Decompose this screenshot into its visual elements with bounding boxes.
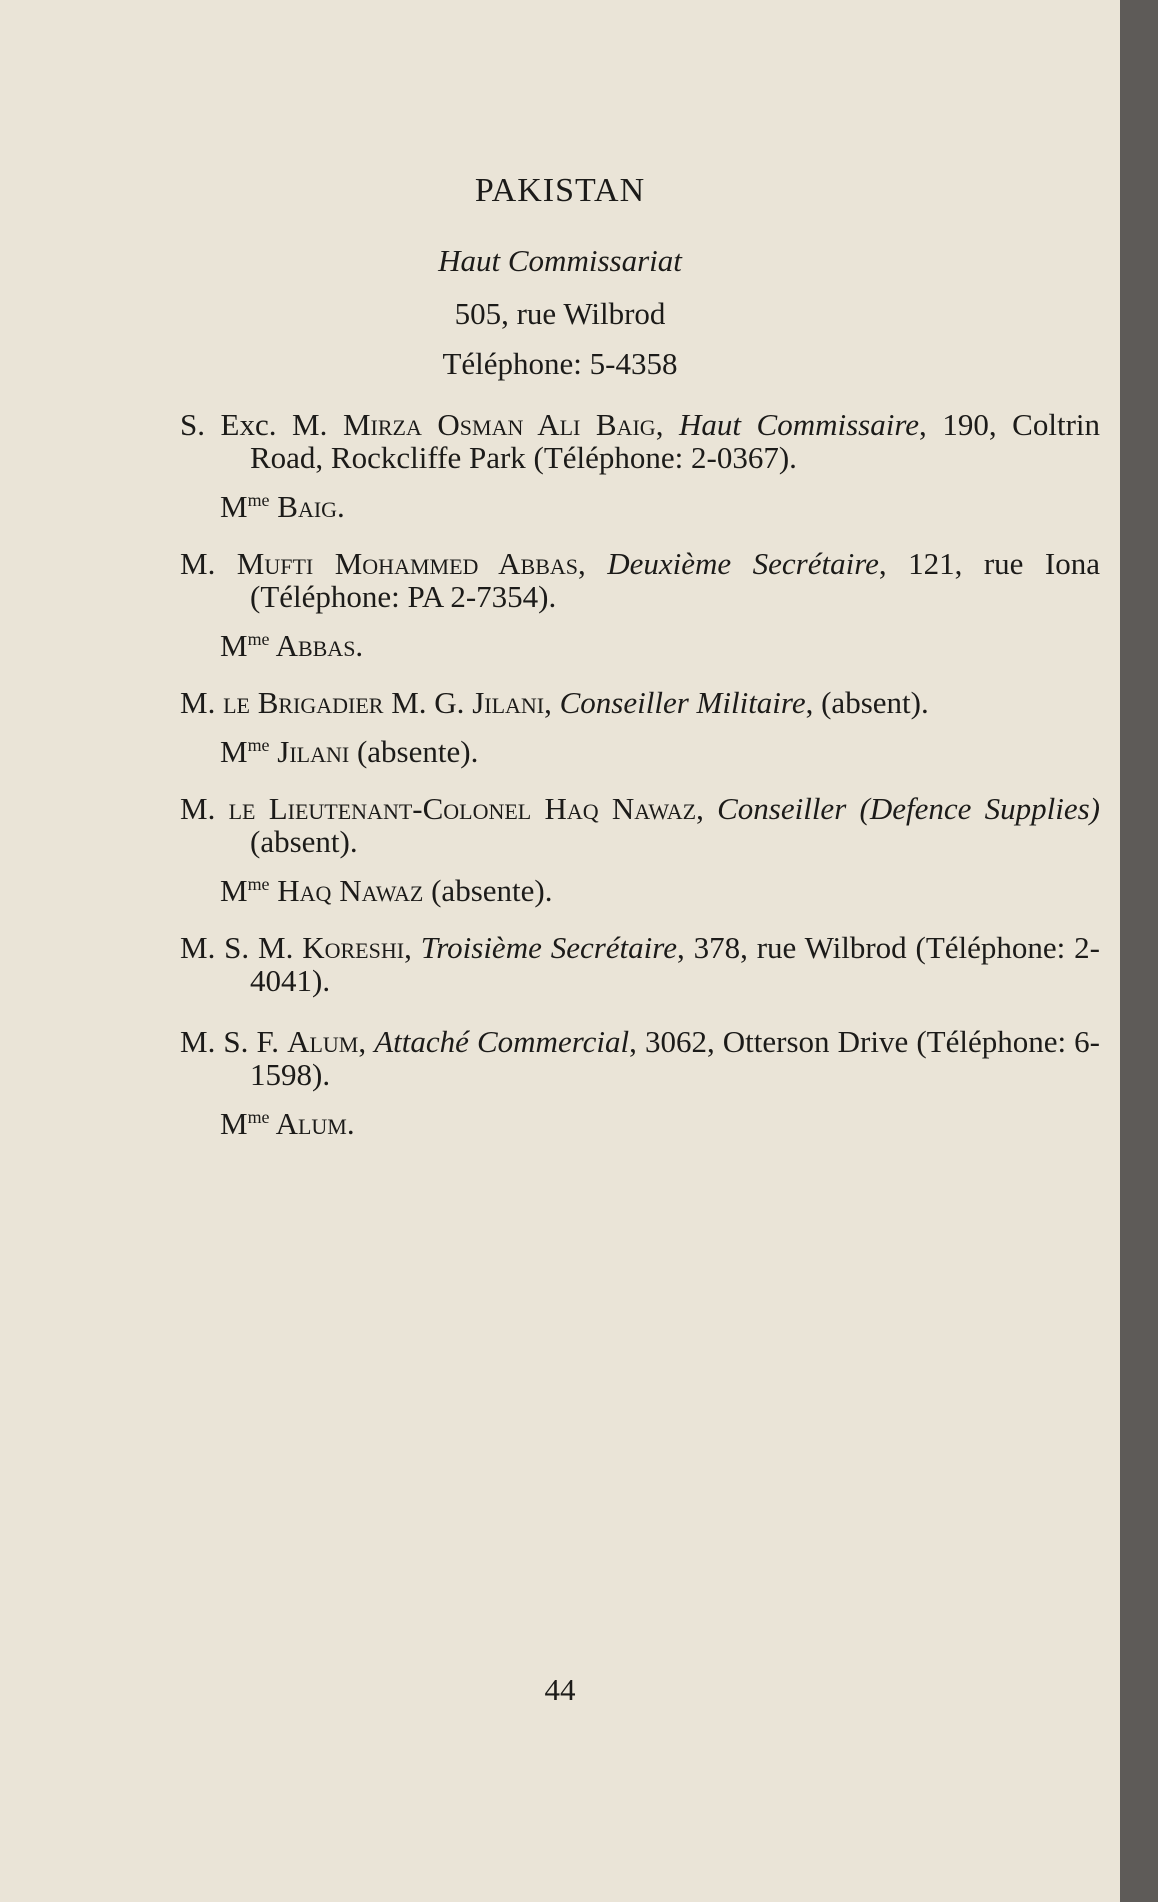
- entry-prefix: M. S. F.: [180, 1024, 288, 1059]
- spouse-honorific: M: [220, 873, 248, 908]
- staff-entry: [180, 792, 1100, 858]
- staff-details: (absent).: [250, 824, 358, 859]
- staff-details: , 378, rue Wilbrod (Téléphone: 2-4041).: [250, 930, 1100, 998]
- staff-title: Conseiller: [717, 791, 847, 826]
- spouse-entry: [220, 874, 1100, 907]
- spouse-honorific-sup: me: [247, 1106, 270, 1127]
- spouse-name: Abbas.: [269, 628, 364, 663]
- staff-name: Mufti Mohammed Abbas: [236, 546, 579, 581]
- entry-prefix: M.: [180, 791, 229, 826]
- book-gutter-shadow: [1120, 0, 1158, 1902]
- spouse-entry: [220, 735, 1100, 768]
- entry-separator: ,: [696, 791, 718, 826]
- spouse-name: Jilani: [269, 734, 350, 769]
- staff-entry: [180, 547, 1100, 613]
- staff-title-continued: (Defence Supplies): [846, 791, 1100, 826]
- staff-entry: [180, 1025, 1100, 1091]
- staff-name: Jilani: [472, 685, 545, 720]
- spouse-honorific: M: [220, 734, 248, 769]
- spouse-entry: [220, 490, 1100, 523]
- staff-entry: [180, 931, 1100, 997]
- staff-entry: [180, 408, 1100, 474]
- spouse-honorific-sup: me: [247, 734, 270, 755]
- entry-separator: ,: [578, 546, 608, 581]
- spouse-honorific-sup: me: [247, 489, 270, 510]
- staff-name: Mirza Osman Ali Baig: [342, 407, 656, 442]
- staff-rank: le Brigadier: [223, 685, 384, 720]
- country-heading: PAKISTAN: [474, 172, 646, 209]
- staff-entry: [180, 686, 1100, 719]
- office-name: Haut Commissariat: [438, 243, 682, 278]
- spouse-name: Alum.: [269, 1106, 355, 1141]
- page-number: 44: [544, 1672, 576, 1707]
- spouse-name: Baig.: [269, 489, 345, 524]
- staff-name: Alum: [287, 1024, 359, 1059]
- spouse-honorific-sup: me: [247, 628, 270, 649]
- staff-details: , 190, Coltrin Road, Rockcliffe Park (Téléphone: 2-0367).: [250, 407, 1101, 475]
- spouse-honorific-sup: me: [247, 873, 270, 894]
- staff-title: Deuxième Secrétaire: [607, 546, 879, 581]
- entry-prefix: M.: [180, 685, 224, 720]
- staff-name: Koreshi: [302, 930, 405, 965]
- spouse-name: Haq Nawaz: [269, 873, 424, 908]
- entry-separator: ,: [404, 930, 421, 965]
- staff-title: Conseiller Militaire: [559, 685, 806, 720]
- staff-title: Troisième Secrétaire: [420, 930, 677, 965]
- spouse-honorific: M: [220, 628, 248, 663]
- spouse-honorific: M: [220, 1106, 248, 1141]
- spouse-status: (absente).: [349, 734, 479, 769]
- spouse-entry: [220, 1107, 1100, 1140]
- staff-details: , 121, rue Iona (Téléphone: PA 2-7354).: [250, 546, 1100, 614]
- staff-list: [180, 408, 1100, 1164]
- spouse-honorific: M: [220, 489, 248, 524]
- spouse-status: (absente).: [423, 873, 553, 908]
- entry-separator: ,: [358, 1024, 375, 1059]
- spouse-entry: [220, 629, 1100, 662]
- entry-prefix: S. Exc. M.: [180, 407, 343, 442]
- office-address: 505, rue Wilbrod: [454, 296, 666, 331]
- staff-details: , 3062, Otterson Drive (Téléphone: 6-1598).: [250, 1024, 1100, 1092]
- staff-initials: M. G.: [383, 685, 473, 720]
- staff-name: le Lieutenant-Colonel Haq Nawaz: [228, 791, 697, 826]
- staff-title: Attaché Commercial: [374, 1024, 630, 1059]
- entry-separator: ,: [544, 685, 560, 720]
- office-phone: Téléphone: 5-4358: [442, 346, 678, 381]
- staff-details: , (absent).: [805, 685, 929, 720]
- entry-separator: ,: [655, 407, 679, 442]
- entry-prefix: M. S. M.: [180, 930, 303, 965]
- staff-title: Haut Commissaire: [679, 407, 920, 442]
- entry-prefix: M.: [180, 546, 237, 581]
